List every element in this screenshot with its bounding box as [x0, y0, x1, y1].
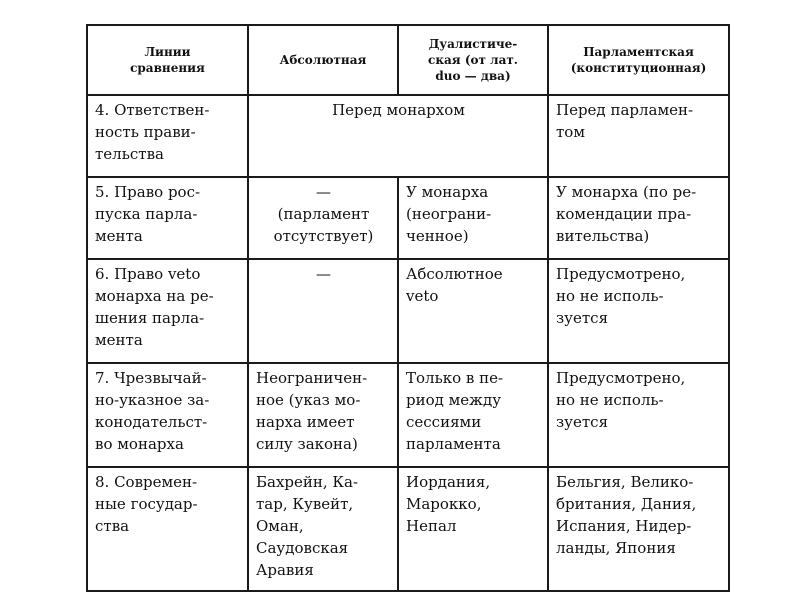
table-header-row — [87, 25, 729, 95]
cell-dualistic: Абсолютное veto — [398, 259, 548, 363]
cell-dualistic: Только в пе- риод между сессиями парламента — [398, 363, 548, 467]
header-parliamentary: Парламентская (конституционная) — [548, 25, 729, 95]
header-absolute: Абсолютная — [248, 25, 398, 95]
cell-parliamentary: Предусмотрено, но не исполь- зуется — [548, 363, 729, 467]
header-dualistic: Дуалистиче- ская (от лат. duo — два) — [398, 25, 548, 95]
cell-dualistic: У монарха (неограни- ченное) — [398, 177, 548, 259]
row-label: 8. Современ- ные государ- ства — [87, 467, 248, 591]
cell-parliamentary: Предусмотрено, но не исполь- зуется — [548, 259, 729, 363]
cell-parliamentary: Перед парламен- том — [548, 95, 729, 177]
cell-absolute: — — [248, 259, 398, 363]
table-row — [87, 95, 729, 177]
table-row — [87, 177, 729, 259]
table-row — [87, 467, 729, 591]
cell-parliamentary: У монарха (по ре- комендации пра- вительства) — [548, 177, 729, 259]
row-label: 4. Ответствен- ность прави- тельства — [87, 95, 248, 177]
cell-absolute: Неограничен- ное (указ мо- нарха имеет силу закона) — [248, 363, 398, 467]
comparison-table — [86, 24, 730, 592]
table-row — [87, 259, 729, 363]
cell-absolute: Бахрейн, Ка- тар, Кувейт, Оман, Саудовская Аравия — [248, 467, 398, 591]
row-label: 7. Чрезвычай- но-указное за- конодательст- во монарха — [87, 363, 248, 467]
header-comparison-lines: Линии сравнения — [87, 25, 248, 95]
cell-parliamentary: Бельгия, Велико- британия, Дания, Испания, Нидер- ланды, Япония — [548, 467, 729, 591]
cell-dualistic: Иордания, Марокко, Непал — [398, 467, 548, 591]
cell-absolute: — (парламент отсутствует) — [248, 177, 398, 259]
cell-absolute-dualistic-merged: Перед монархом — [248, 95, 548, 177]
row-label: 5. Право рос- пуска парла- мента — [87, 177, 248, 259]
table-row — [87, 363, 729, 467]
row-label: 6. Право veto монарха на ре- шения парла- мента — [87, 259, 248, 363]
